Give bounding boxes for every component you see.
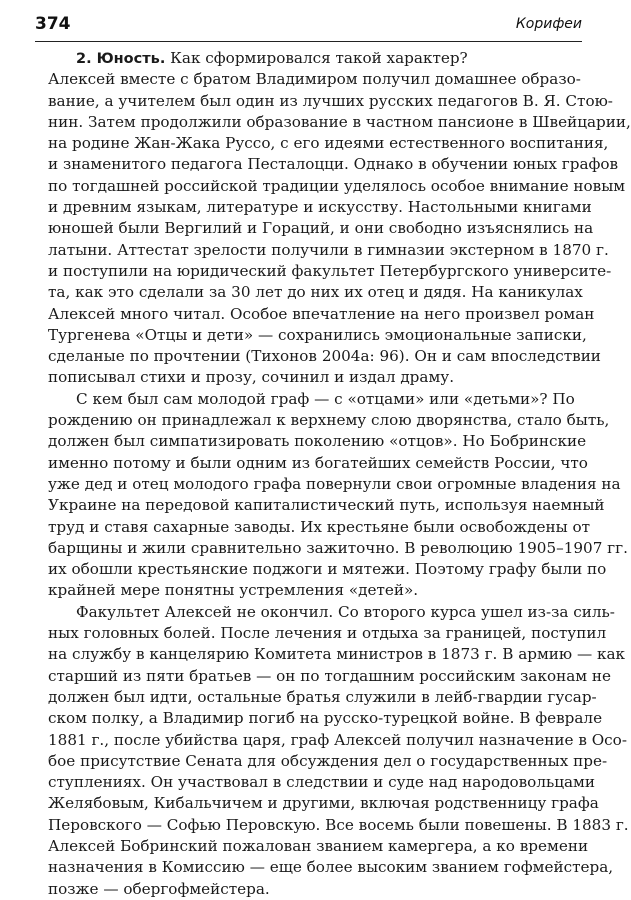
text-line: ском полку, а Владимир погиб на русско-турецкой войне. В феврале — [48, 709, 603, 728]
body-text — [48, 48, 631, 900]
text-line: на родине Жан-Жака Руссо, с его идеями естественного воспитания, — [48, 134, 609, 153]
text-line: на службу в канцелярию Комитета министров в 1873 г. В армию — как — [48, 645, 626, 664]
page-header — [35, 14, 582, 38]
text-line: их обошли крестьянские поджоги и мятежи. Поэтому графу были по — [48, 560, 607, 579]
text-line: назначения в Комиссию — еще более высоким званием гофмейстера, — [48, 858, 614, 877]
text-line: уже дед и отец молодого графа повернули свои огромные владения на — [48, 474, 621, 493]
header-rule — [35, 41, 582, 42]
text-line: старший из пяти братьев — он по тогдашним российским законам не — [48, 666, 612, 685]
text-line: ступлениях. Он участвовал в следствии и суде над народовольцами — [48, 773, 595, 792]
text-line: сделаные по прочтении (Тихонов 2004а: 96). Он и сам впоследствии — [48, 347, 601, 366]
text-line: именно потому и были одним из богатейших семейств России, что — [48, 453, 588, 472]
text-line: пописывал стихи и прозу, сочинил и издал драму. — [48, 368, 455, 387]
paragraph — [48, 69, 631, 388]
text-line: должен был симпатизировать поколению «отцов». Но Бобринские — [48, 432, 587, 451]
text-line: Алексей вместе с братом Владимиром получил домашнее образо- — [48, 70, 581, 89]
text-line: бое присутствие Сената для обсуждения дел о государственных пре- — [48, 751, 608, 770]
section-title: 2. Юность. — [76, 51, 166, 67]
text-line: Украине на передовой капиталистический путь, используя наемный — [48, 496, 605, 515]
text-line: позже — обергофмейстера. — [48, 879, 270, 898]
text-line: ных головных болей. После лечения и отдыха за границей, поступил — [48, 624, 607, 643]
text-line: рождению он принадлежал к верхнему слою дворянства, стало быть, — [48, 411, 610, 430]
text-line: 1881 г., после убийства царя, граф Алексей получил назначение в Осо- — [48, 730, 627, 749]
text-line: Алексей много читал. Особое впечатление на него произвел роман — [48, 304, 595, 323]
text-line: вание, а учителем был один из лучших русских педагогов В. Я. Стою- — [48, 91, 613, 110]
text-line: должен был идти, остальные братья служили в лейб-гвардии гусар- — [48, 687, 597, 706]
text-line: по тогдашней российской традиции уделялось особое внимание новым — [48, 176, 626, 195]
text-line: латыни. Аттестат зрелости получили в гимназии экстерном в 1870 г. — [48, 240, 609, 259]
text-line: С кем был сам молодой граф — с «отцами» или «детьми»? По — [76, 389, 575, 408]
text-line: Тургенева «Отцы и дети» — сохранились эмоциональные записки, — [48, 325, 587, 344]
section-heading-line — [48, 48, 568, 69]
running-head: Корифеи — [515, 16, 582, 32]
text-line: Алексей Бобринский пожалован званием камергера, а ко времени — [48, 836, 589, 855]
paragraphs — [48, 69, 631, 900]
text-line: барщины и жили сравнительно зажиточно. В революцию 1905–1907 гг. — [48, 538, 628, 557]
text-line: та, как это сделали за 30 лет до них их отец и дядя. На каникулах — [48, 283, 583, 302]
text-line: труд и ставя сахарные заводы. Их крестьяне были освобождены от — [48, 517, 591, 536]
text-line: нин. Затем продолжили образование в частном пансионе в Швейцарии, — [48, 112, 631, 131]
text-line: Факультет Алексей не окончил. Со второго курса ушел из-за силь- — [76, 602, 615, 621]
text-line: и знаменитого педагога Песталоцци. Однако в обучении юных графов — [48, 155, 619, 174]
section-question: Как сформировался такой характер? — [170, 49, 468, 67]
text-line: Желябовым, Кибальчичем и другими, включая родственницу графа — [48, 794, 599, 813]
text-line: и поступили на юридический факультет Петербургского университе- — [48, 261, 612, 280]
text-line: крайней мере понятны устремления «детей». — [48, 581, 419, 600]
text-line: и древним языкам, литературе и искусству. Настольными книгами — [48, 198, 592, 217]
text-line: Перовского — Софью Перовскую. Все восемь были повешены. В 1883 г. — [48, 815, 629, 834]
paragraph — [48, 602, 629, 900]
page-number: 374 — [35, 14, 71, 34]
paragraph — [48, 389, 628, 602]
text-line: юношей были Вергилий и Гораций, и они свободно изъяснялись на — [48, 219, 594, 238]
